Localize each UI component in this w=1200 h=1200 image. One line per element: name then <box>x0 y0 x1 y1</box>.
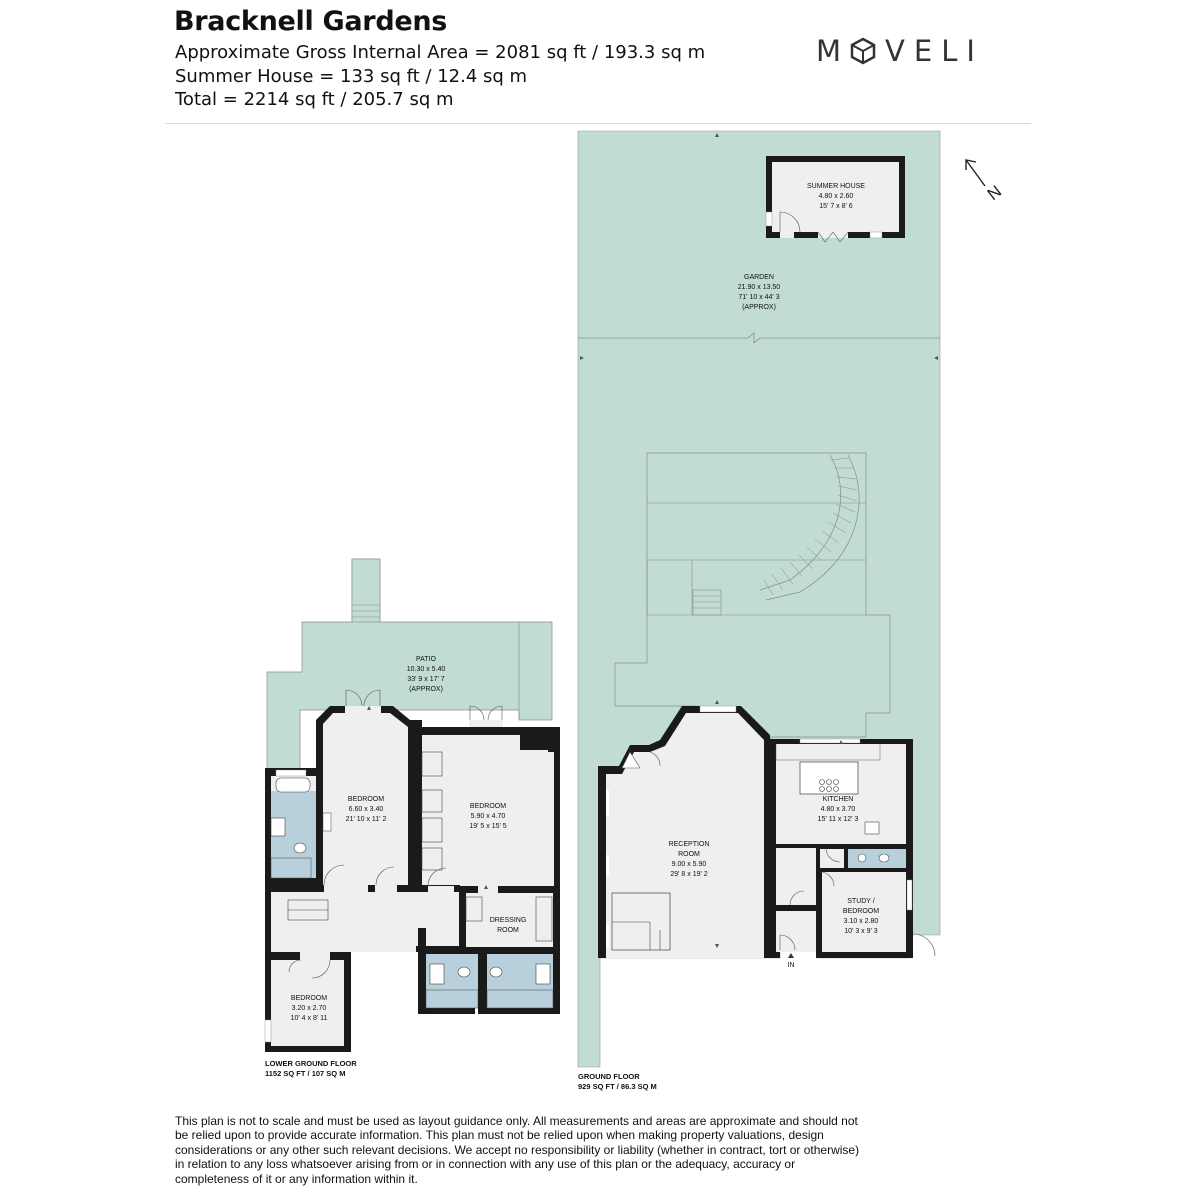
bedroom1-imperial: 21' 10 x 11' 2 <box>345 816 387 823</box>
kitchen-metric: 4.80 x 3.70 <box>820 806 856 813</box>
garden-metric: 21.90 x 13.50 <box>737 284 781 291</box>
lower-floor-name: LOWER GROUND FLOOR <box>265 1059 357 1068</box>
garden-note: (APPROX) <box>742 304 776 311</box>
total-area-line: Total = 2214 sq ft / 205.7 sq m <box>175 89 454 110</box>
summer-house-area-line: Summer House = 133 sq ft / 12.4 sq m <box>175 66 528 87</box>
ground-floor-name: GROUND FLOOR <box>578 1072 640 1081</box>
reception-metric: 9.00 x 5.90 <box>671 861 707 868</box>
bedroom2-name: BEDROOM <box>469 803 507 810</box>
gross-area-line: Approximate Gross Internal Area = 2081 sq ft / 193.3 sq m <box>175 42 706 63</box>
lower-floor-area: 1152 SQ FT / 107 SQ M <box>265 1069 346 1078</box>
bedroom1-name: BEDROOM <box>347 796 385 803</box>
summer-house-metric: 4.80 x 2.60 <box>818 193 854 200</box>
garden-imperial: 71' 10 x 44' 3 <box>738 294 780 301</box>
logo-suffix: VELI <box>885 34 984 68</box>
page-title: Bracknell Gardens <box>174 6 448 37</box>
garden-name: GARDEN <box>744 274 774 281</box>
patio-metric: 10.30 x 5.40 <box>406 666 446 673</box>
entrance-arrow-icon <box>788 953 794 958</box>
north-compass <box>966 160 985 186</box>
bedroom1-metric: 6.60 x 3.40 <box>348 806 384 813</box>
reception-name-2: ROOM <box>678 851 700 858</box>
disclaimer: This plan is not to scale and must be used as layout guidance only. All measurements and areas are approximate and should not be relied upon to provide accurate information. This plan must not be relied upon when making property valuations, design considerations or any other such relevant decisions. We accept no responsibility or liability (whether in contract, tort or otherwise) in relation to any loss whatsoever arising from or in connection with any use of this plan or the adequacy, accuracy or completeness of it or any information within it. <box>175 1114 860 1186</box>
study-name-2: BEDROOM <box>842 908 880 915</box>
bedroom3-name: BEDROOM <box>290 995 328 1002</box>
study-imperial: 10' 3 x 9' 3 <box>844 928 878 935</box>
bedroom2-metric: 5.90 x 4.70 <box>470 813 506 820</box>
terrace-structure <box>615 453 890 739</box>
reception-name-1: RECEPTION <box>668 841 710 848</box>
patio-name: PATIO <box>416 656 436 663</box>
compass-north-label: N <box>983 181 1006 205</box>
ground-floor-area: 929 SQ FT / 86.3 SQ M <box>578 1082 657 1091</box>
patio-note: (APPROX) <box>409 686 443 693</box>
kitchen-imperial: 15' 11 x 12' 3 <box>817 816 859 823</box>
study-metric: 3.10 x 2.80 <box>843 918 879 925</box>
entrance-label: IN <box>787 962 795 969</box>
bedroom2-imperial: 19' 5 x 15' 5 <box>469 823 507 830</box>
bedroom3-metric: 3.20 x 2.70 <box>291 1005 327 1012</box>
study-name-1: STUDY / <box>847 898 875 905</box>
summer-house-name: SUMMER HOUSE <box>807 183 865 190</box>
lower-ground-floor <box>265 559 560 1052</box>
reception-imperial: 29' 8 x 19' 2 <box>670 871 708 878</box>
summer-house-imperial: 15' 7 x 8' 6 <box>819 203 853 210</box>
dressing-name-1: DRESSING <box>489 917 527 924</box>
kitchen-name: KITCHEN <box>822 796 854 803</box>
logo-prefix: M <box>816 34 851 68</box>
bedroom3-imperial: 10' 4 x 8' 11 <box>290 1015 328 1022</box>
dressing-name-2: ROOM <box>497 927 519 934</box>
patio-imperial: 33' 9 x 17' 7 <box>407 676 445 683</box>
